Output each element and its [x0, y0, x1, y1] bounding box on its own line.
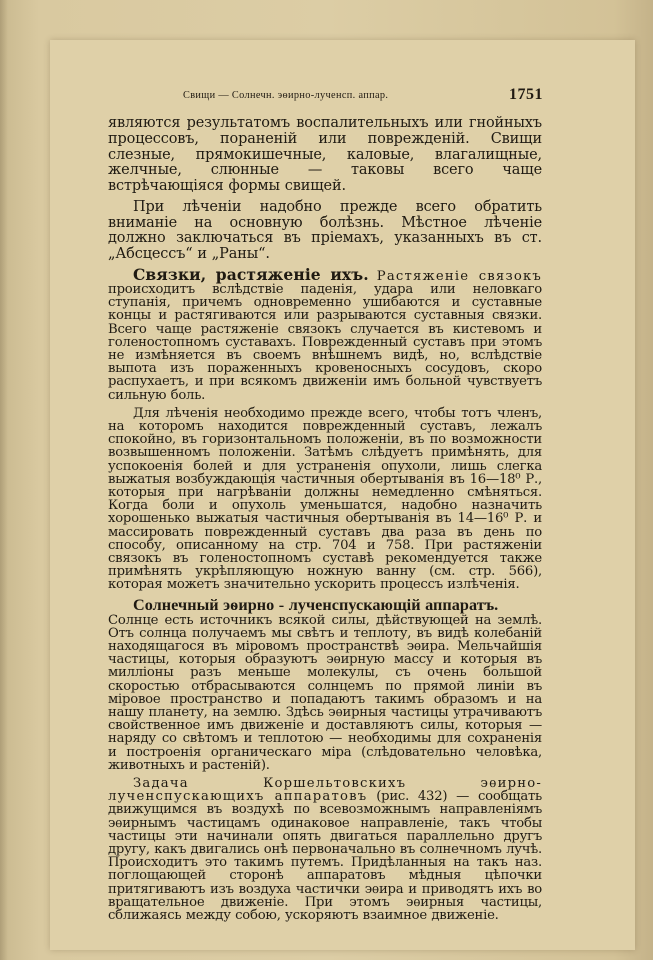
korscheltt-apparatus-body: (рис. 432) — сообщать движущимся въ воздухѣ по всевозможнымъ направленіямъ эѳирнымъ частицамъ одинаковое направленіе, такъ чтобы частицы эти начинали опять двигаться параллельно другъ другу, какъ двигались онѣ первоначально въ солнечномъ лучѣ. Происходитъ это такимъ путемъ. Придѣланныя на такъ наз. поглощающей сторонѣ аппаратовъ мѣдныя цѣпочки притягиваютъ изъ воздуха частички эѳира и приводятъ ихъ во вращательное движеніе. При этомъ эѳирныя частицы, сближаясь между собою, ускоряютъ взаимное движеніе.	[108, 789, 543, 924]
spaced-term-ligament-sprain: Растяженіе связокъ	[376, 268, 543, 284]
paragraph-fistula-treatment: При лѣченіи надобно прежде всего обратить вниманіе на основную болѣзнь. Мѣстное лѣченіе должно заключаться въ пріемахъ, указанныхъ въ ст. „Абсцессъ“ и „Раны“.	[108, 198, 542, 262]
running-title: Свищи — Солнечн. эѳирно-лученсп. аппар.	[183, 90, 389, 101]
book-spine-shadow	[0, 0, 8, 960]
heading-solar-ether-apparatus: Солнечный эѳирно - лученспускающій аппаратъ.	[133, 595, 499, 614]
ligament-sprain-body: происходитъ вслѣдствіе паденія, удара или неловкаго ступанія, причемъ одновременно ушибаются и суставные концы и растягиваются или разрываются суставныя связки. Всего чаще растяженіе связокъ случается въ кистевомъ и голеностопномъ суставахъ. Поврежденный суставъ при этомъ не измѣняется въ своемъ внѣшнемъ видѣ, но, вслѣдствіе выпота изъ пораженныхъ кровеносныхъ сосудовъ, скоро распухаетъ, и при всякомъ движеніи имъ больной чувствуетъ сильную боль.	[108, 281, 542, 403]
paragraph-korscheltt-apparatus	[108, 777, 542, 922]
paragraph-ligament-sprain	[108, 264, 543, 403]
paragraph-solar-ether: Солнце есть источникъ всякой силы, дѣйствующей на землѣ. Отъ солнца получаемъ мы свѣтъ и теплоту, въ видѣ колебаній находящагося въ міровомъ пространствѣ эѳира. Мельчайшія частицы, которыя образуютъ эѳирную массу и которыя въ милліоны разъ меньше молекулы, съ очень большой скоростью отбрасываются солнцемъ по прямой линіи въ міровое пространство и попадаютъ такимъ образомъ и на нашу планету, на землю. Здѣсь эѳирныя частицы утрачиваютъ свойственное имъ движеніе и доставляютъ силы, которыя — наряду со свѣтомъ и теплотою — необходимы для сохраненія и построенія органическаго міра (слѣдовательно человѣка, животныхъ и растеній).	[108, 612, 542, 773]
paragraph-sprain-treatment: Для лѣченія необходимо прежде всего, чтобы тотъ членъ, на которомъ находится поврежденный суставъ, лежалъ спокойно, въ горизонтальномъ положеніи, въ по возможности возвышенномъ положеніи. Затѣмъ слѣдуетъ примѣнять, для успокоенія болей и для устраненія опухоли, лишь слегка выжатыя возбуждающія частичныя обертыванія въ 16—18⁰ Р., которыя при нагрѣваніи должны немедленно смѣняться. Когда боли и опухоль уменьшатся, надобно назначить хорошенько выжатыя частичныя обертыванія въ 14—16⁰ Р. и массировать поврежденный суставъ два раза въ день по способу, описанному на стр. 704 и 758. При растяженіи связокъ въ голеностопномъ суставѣ рекомендуется также примѣнять укрѣпляющую ножную ванну (см. стр. 566), которая можетъ значительно ускорить процессъ излѣченія.	[108, 405, 542, 593]
heading-ligament-sprain: Связки, растяженіе ихъ.	[133, 264, 369, 284]
page-number: 1751	[509, 86, 543, 103]
spaced-term-korscheltt-apparatus: Задача Коршельтовскихъ эѳирно-лученспускающихъ аппаратовъ	[108, 776, 542, 805]
page-text	[108, 116, 542, 922]
paragraph-fistula-causes: являются результатомъ воспалительныхъ или гнойныхъ процессовъ, пораненій или поврежденій. Свищи слезные, прямокишечные, каловые, влагалищные, желчные, слюнные — таковы всего чаще встрѣчающіяся формы свищей.	[108, 115, 542, 194]
running-header	[183, 87, 543, 109]
